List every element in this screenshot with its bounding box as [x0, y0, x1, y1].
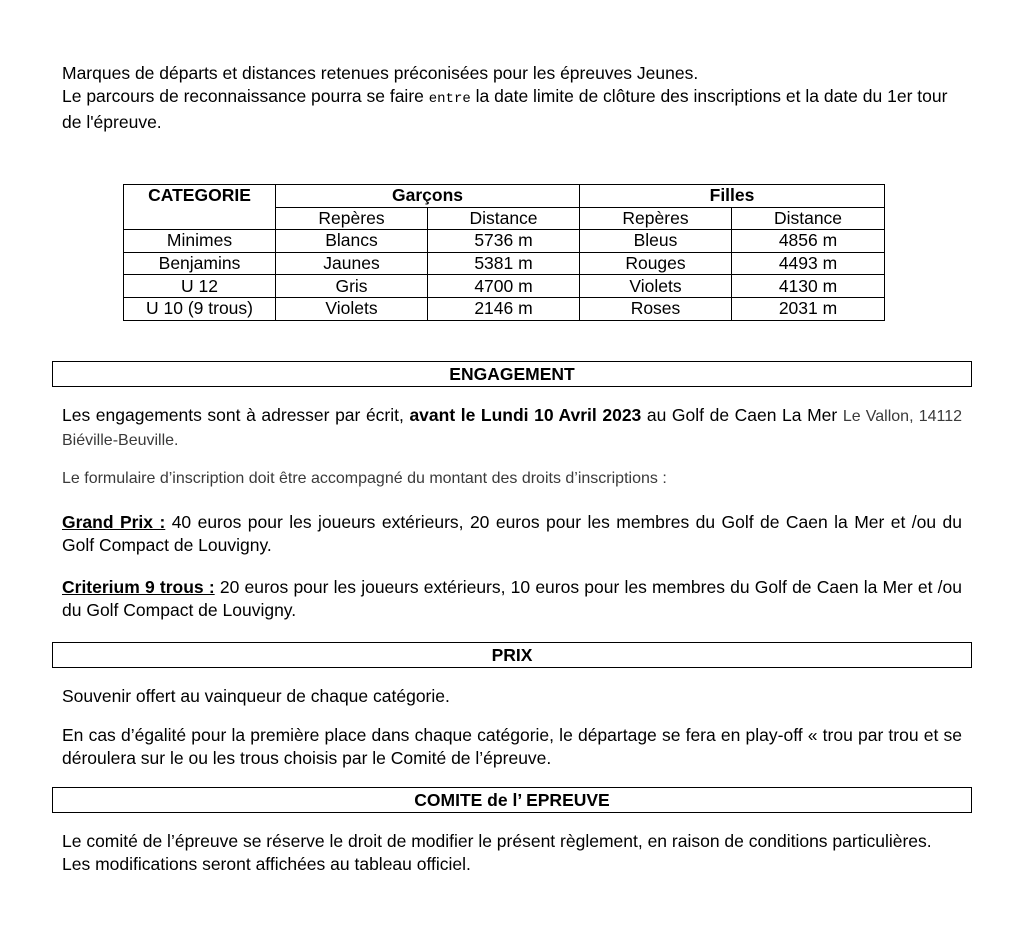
- table-row: [124, 275, 885, 298]
- girls-distance-cell: 4130 m: [732, 275, 885, 298]
- intro-paragraph: [62, 62, 962, 134]
- girls-tee-cell: Rouges: [580, 252, 732, 275]
- girls-distance-cell: 4493 m: [732, 252, 885, 275]
- category-cell: U 10 (9 trous): [124, 297, 276, 320]
- comite-heading: COMITE de l’ EPREUVE: [52, 787, 972, 813]
- engagement-paragraph: [62, 404, 962, 452]
- header-category: CATEGORIE: [124, 185, 276, 230]
- girls-tee-cell: Violets: [580, 275, 732, 298]
- category-cell: U 12: [124, 275, 276, 298]
- engagement-text-mid: au Golf de Caen La Mer: [641, 405, 843, 425]
- distances-table: [123, 184, 885, 321]
- girls-tee-cell: Bleus: [580, 230, 732, 253]
- comite-paragraph: Le comité de l’épreuve se réserve le droit de modifier le présent règlement, en raison de conditions particulières. Les modifications seront affichées au tableau officiel.: [62, 831, 932, 874]
- subheader-boys-distance: Distance: [428, 207, 580, 230]
- girls-tee-cell: Roses: [580, 297, 732, 320]
- criterium-fees: [62, 576, 962, 622]
- table-row: [124, 230, 885, 253]
- boys-tee-cell: Gris: [276, 275, 428, 298]
- boys-distance-cell: 5736 m: [428, 230, 580, 253]
- prix-tiebreak: En cas d’égalité pour la première place dans chaque catégorie, le départage se fera en play-off « trou par trou et se déroulera sur le ou les trous choisis par le Comité de l’épreuve.: [62, 725, 962, 768]
- subheader-boys-tees: Repères: [276, 207, 428, 230]
- grand-prix-fees: [62, 511, 962, 557]
- category-cell: Minimes: [124, 230, 276, 253]
- registration-form-note: Le formulaire d’inscription doit être accompagné du montant des droits d’inscriptions :: [62, 470, 667, 487]
- category-cell: Benjamins: [124, 252, 276, 275]
- boys-tee-cell: Jaunes: [276, 252, 428, 275]
- header-girls: Filles: [580, 185, 885, 208]
- engagement-text-start: Les engagements sont à adresser par écrit,: [62, 405, 410, 425]
- boys-tee-cell: Violets: [276, 297, 428, 320]
- engagement-deadline: avant le Lundi 10 Avril 2023: [409, 405, 642, 425]
- table-header-row: [124, 185, 885, 208]
- table-row: [124, 297, 885, 320]
- grand-prix-text: 40 euros pour les joueurs extérieurs, 20 euros pour les membres du Golf de Caen la Mer et /ou du Golf Compact de Louvigny.: [62, 512, 962, 555]
- grand-prix-label: Grand Prix :: [62, 512, 166, 532]
- table-row: [124, 252, 885, 275]
- engagement-address: Le Vallon, 14112 Biéville-Beuville.: [62, 408, 962, 449]
- header-boys: Garçons: [276, 185, 580, 208]
- prix-souvenir: Souvenir offert au vainqueur de chaque catégorie.: [62, 686, 450, 706]
- subheader-girls-distance: Distance: [732, 207, 885, 230]
- girls-distance-cell: 4856 m: [732, 230, 885, 253]
- criterium-text: 20 euros pour les joueurs extérieurs, 10 euros pour les membres du Golf de Caen la Mer et /ou du Golf Compact de Louvigny.: [62, 577, 962, 620]
- boys-tee-cell: Blancs: [276, 230, 428, 253]
- prix-heading: PRIX: [52, 642, 972, 668]
- intro-line-2-end: la date limite de clôture des inscriptions et la date du 1er tour de l'épreuve.: [62, 86, 948, 132]
- subheader-girls-tees: Repères: [580, 207, 732, 230]
- boys-distance-cell: 5381 m: [428, 252, 580, 275]
- engagement-heading: ENGAGEMENT: [52, 361, 972, 387]
- intro-line-2-start: Le parcours de reconnaissance pourra se faire: [62, 86, 429, 106]
- boys-distance-cell: 4700 m: [428, 275, 580, 298]
- boys-distance-cell: 2146 m: [428, 297, 580, 320]
- criterium-label: Criterium 9 trous :: [62, 577, 215, 597]
- intro-line-1: Marques de départs et distances retenues préconisées pour les épreuves Jeunes.: [62, 63, 699, 83]
- intro-line-2-mono: entre: [428, 91, 471, 107]
- girls-distance-cell: 2031 m: [732, 297, 885, 320]
